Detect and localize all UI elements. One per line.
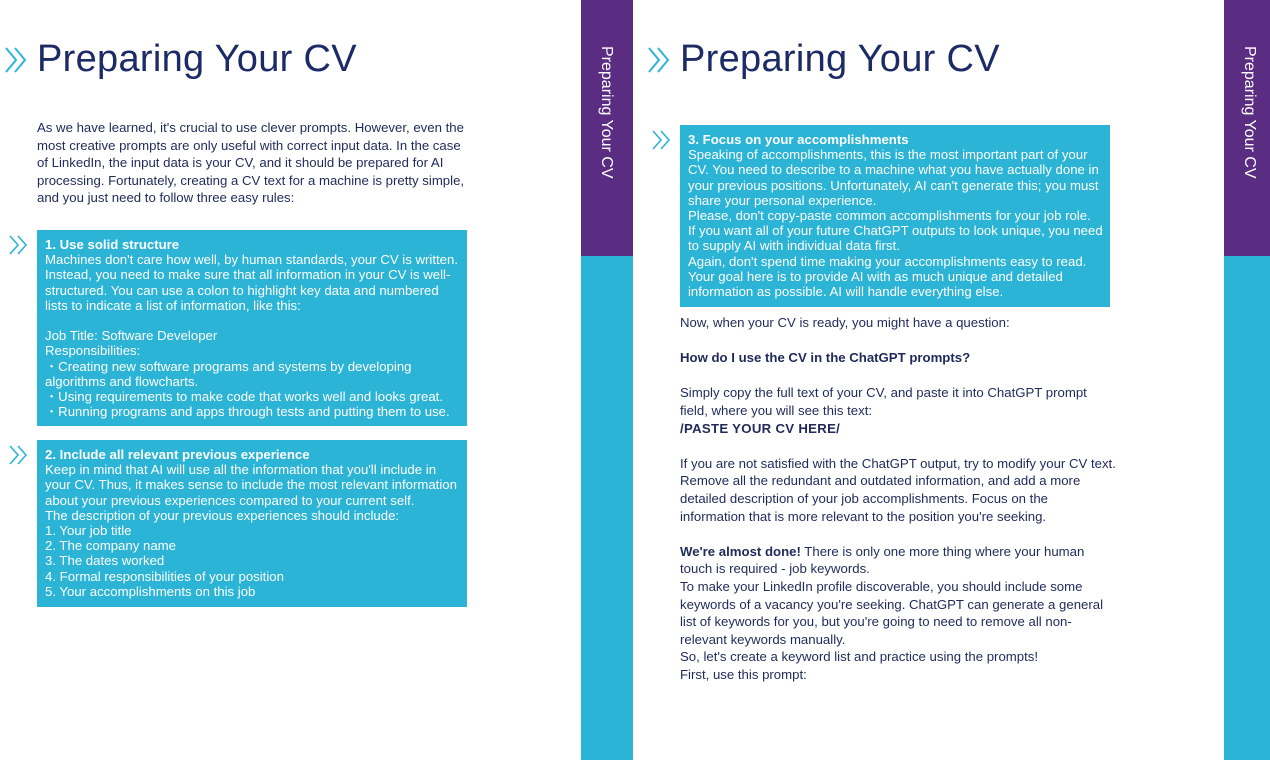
- intro-line: of LinkedIn, the input data is your CV, and it should be prepared for AI: [37, 155, 444, 170]
- rule-line: CV. You need to describe to a machine what you have actually done in: [688, 162, 1099, 178]
- double-chevron-icon: [4, 46, 30, 74]
- rule-line: 4. Formal responsibilities of your position: [45, 568, 284, 584]
- paragraph-line: First, use this prompt:: [680, 666, 807, 682]
- page-title: Preparing Your CV: [37, 38, 357, 80]
- rule-heading: 1. Use solid structure: [45, 237, 180, 252]
- rule-line: ・Creating new software programs and systems by developing: [45, 358, 412, 374]
- double-chevron-icon: [647, 46, 673, 74]
- double-chevron-icon: [651, 129, 673, 151]
- rule-line: Job Title: Software Developer: [45, 328, 218, 344]
- rule-line: structured. You can use a colon to highlight key data and numbered: [45, 282, 439, 298]
- right-page: [633, 0, 1224, 760]
- rule-line: 1. Your job title: [45, 523, 132, 539]
- side-band-cyan: [1224, 256, 1270, 760]
- rule-line: 3. The dates worked: [45, 553, 165, 569]
- paragraph: Now, when your CV is ready, you might have a question:: [680, 315, 1010, 330]
- side-band-cyan: [581, 256, 633, 760]
- rule-line: ・Using requirements to make code that works well and looks great.: [45, 389, 444, 405]
- rule-line: Machines don't care how well, by human standards, your CV is written.: [45, 252, 458, 268]
- paragraph-line: Simply copy the full text of your CV, and paste it into ChatGPT prompt: [680, 385, 1087, 401]
- paragraph-line: relevant keywords manually.: [680, 631, 846, 647]
- rule-line: share your personal experience.: [688, 192, 877, 208]
- rule-line: Again, don't spend time making your accomplishments easy to read.: [688, 253, 1087, 269]
- almost-done-bold: We're almost done!: [680, 543, 801, 559]
- paragraph-line: list of keywords for you, but you're going to need to remove all non-: [680, 614, 1072, 630]
- intro-line: most creative prompts are only useful with correct input data. In the case: [37, 137, 461, 153]
- rule-box-1: [37, 230, 467, 426]
- rule-line: Speaking of accomplishments, this is the most important part of your: [688, 147, 1088, 163]
- side-band-right: [1224, 0, 1270, 760]
- intro-line: processing. Fortunately, creating a CV text for a machine is pretty simple,: [37, 172, 465, 188]
- almost-done-rest: There is only one more thing where your human: [800, 543, 1085, 559]
- intro-line: and you just need to follow three easy rules:: [37, 190, 295, 205]
- rule-line: 5. Your accomplishments on this job: [45, 583, 256, 599]
- rule-line: Responsibilities:: [45, 343, 141, 359]
- paragraph-line: If you are not satisfied with the ChatGPT output, try to modify your CV text.: [680, 455, 1116, 471]
- rule-line: The description of your previous experiences should include:: [45, 507, 400, 523]
- rule-line: algorithms and flowcharts.: [45, 373, 199, 389]
- rule-line: your previous positions. Unfortunately, AI can't generate this; you must: [688, 177, 1099, 193]
- paragraph-line: information that is more relevant to the position you're seeking.: [680, 508, 1047, 524]
- rule-heading: 3. Focus on your accomplishments: [688, 132, 909, 147]
- rule-line: to supply AI with individual data first.: [688, 238, 900, 254]
- side-band-left: [581, 0, 633, 760]
- paragraph-line: To make your LinkedIn profile discoverable, you should include some: [680, 578, 1083, 594]
- paragraph-line: [680, 543, 1120, 561]
- rule-line: 2. The company name: [45, 538, 176, 554]
- rule-line: If you want all of your future ChatGPT outputs to look unique, you need: [688, 223, 1103, 239]
- rule-line: ・Running programs and apps through tests and putting them to use.: [45, 404, 450, 420]
- rule-line: your CV. Thus, it makes sense to include the most relevant information: [45, 477, 457, 493]
- paragraph-line: field, where you will see this text:: [680, 402, 873, 418]
- rule-heading: 2. Include all relevant previous experience: [45, 447, 310, 462]
- rule-box-3: [680, 125, 1110, 307]
- double-chevron-icon: [8, 234, 30, 256]
- rule-line: Instead, you need to make sure that all information in your CV is well-: [45, 267, 451, 283]
- intro-line: As we have learned, it's crucial to use clever prompts. However, even the: [37, 120, 464, 135]
- rule-line: Please, don't copy-paste common accomplishments for your job role.: [688, 208, 1091, 224]
- rule-line: [45, 313, 459, 328]
- side-label: Preparing Your CV: [598, 46, 615, 179]
- paragraph-line: So, let's create a keyword list and practice using the prompts!: [680, 649, 1039, 665]
- left-page: [0, 0, 581, 760]
- rule-line: Keep in mind that AI will use all the information that you'll include in: [45, 462, 437, 478]
- double-chevron-icon: [8, 444, 30, 466]
- body-text: [680, 314, 1120, 683]
- rule-box-2: [37, 440, 467, 607]
- rule-line: about your previous experiences compared to your current self.: [45, 492, 415, 508]
- rule-line: lists to indicate a list of information, like this:: [45, 297, 301, 313]
- rule-line: Your goal here is to provide AI with as much unique and detailed: [688, 268, 1063, 284]
- paragraph-line: detailed description of your job accomplishments. Focus on the: [680, 490, 1048, 506]
- paragraph-line: Remove all the redundant and outdated information, and add a more: [680, 473, 1081, 489]
- paragraph-line: keywords of a vacancy you're seeking. ChatGPT can generate a general: [680, 596, 1104, 612]
- question-heading: How do I use the CV in the ChatGPT prompts?: [680, 350, 971, 366]
- side-label: Preparing Your CV: [1241, 46, 1258, 179]
- paste-marker: /PASTE YOUR CV HERE/: [680, 420, 841, 436]
- intro-paragraph: [37, 119, 467, 207]
- page-title: Preparing Your CV: [680, 38, 1000, 80]
- paragraph-line: touch is required - job keywords.: [680, 561, 870, 577]
- rule-line: information as possible. AI will handle everything else.: [688, 284, 1004, 300]
